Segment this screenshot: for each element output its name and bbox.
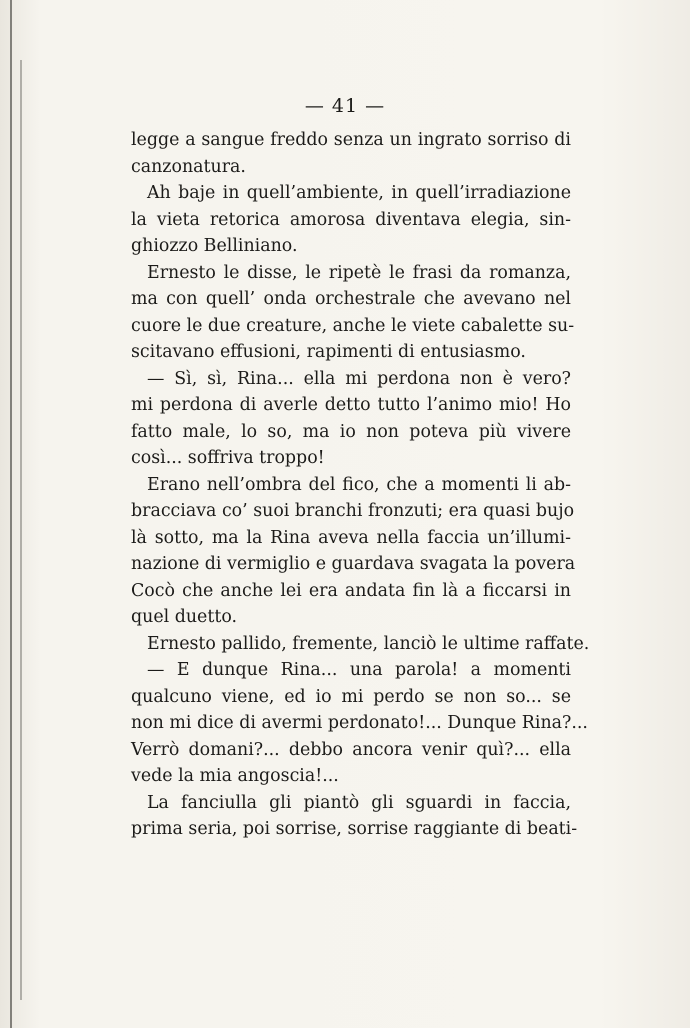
text-line: legge a sangue freddo senza un ingrato sorriso di [131,130,571,150]
text-line: così... soffriva troppo! [131,448,325,468]
text-line: Verrò domani?... debbo ancora venir quì?... ella [131,739,571,760]
text-line: non mi dice di avermi perdonato!... Dunque Rina?... [131,713,588,733]
text-line: nazione di vermiglio e guardava svagata la povera [131,554,576,574]
text-line: scitavano effusioni, rapimenti di entusiasmo. [131,342,526,362]
text-line: fatto male, lo so, ma io non poteva più vivere [131,421,571,442]
text-line: là sotto, ma la Rina aveva nella faccia un’illumi- [131,527,571,548]
text-line: Ernesto le disse, le ripetè le frasi da romanza, [147,262,571,283]
body-text [131,127,590,843]
binding-shadow [20,60,22,1000]
text-line: — Sì, sì, Rina... ella mi perdona non è vero? [147,368,571,389]
text-line: la vieta retorica amorosa diventava elegia, sin- [131,209,571,230]
text-line: ghiozzo Belliniano. [131,236,298,256]
text-line: Ernesto pallido, fremente, lanciò le ultime raffate. [147,633,590,654]
text-line: — E dunque Rina... una parola! a momenti [147,660,571,680]
text-line: Cocò che anche lei era andata fin là a ficcarsi in [131,580,571,601]
text-line: quel duetto. [131,607,238,627]
binding-edge [10,0,26,1028]
text-line: prima seria, poi sorrise, sorrise raggiante di beati- [131,819,578,839]
text-line: Erano nell’ombra del fico, che a momenti li ab- [147,474,571,495]
text-line: bracciava co’ suoi branchi fronzuti; era quasi bujo [131,501,575,521]
text-line: qualcuno viene, ed io mi perdo se non so... se [131,686,571,707]
page-number: — 41 — [304,95,386,117]
text-line: canzonatura. [131,156,246,177]
text-line: vede la mia angoscia!... [131,766,339,786]
text-line: mi perdona di averle detto tutto l’animo mio! Ho [131,395,571,415]
text-line: ma con quell’ onda orchestrale che avevano nel [131,289,571,309]
text-line: Ah baje in quell’ambiente, in quell’irradiazione [147,183,571,203]
text-line: La fanciulla gli piantò gli sguardi in faccia, [147,792,571,813]
text-line: cuore le due creature, anche le viete cabalette su- [131,315,575,336]
